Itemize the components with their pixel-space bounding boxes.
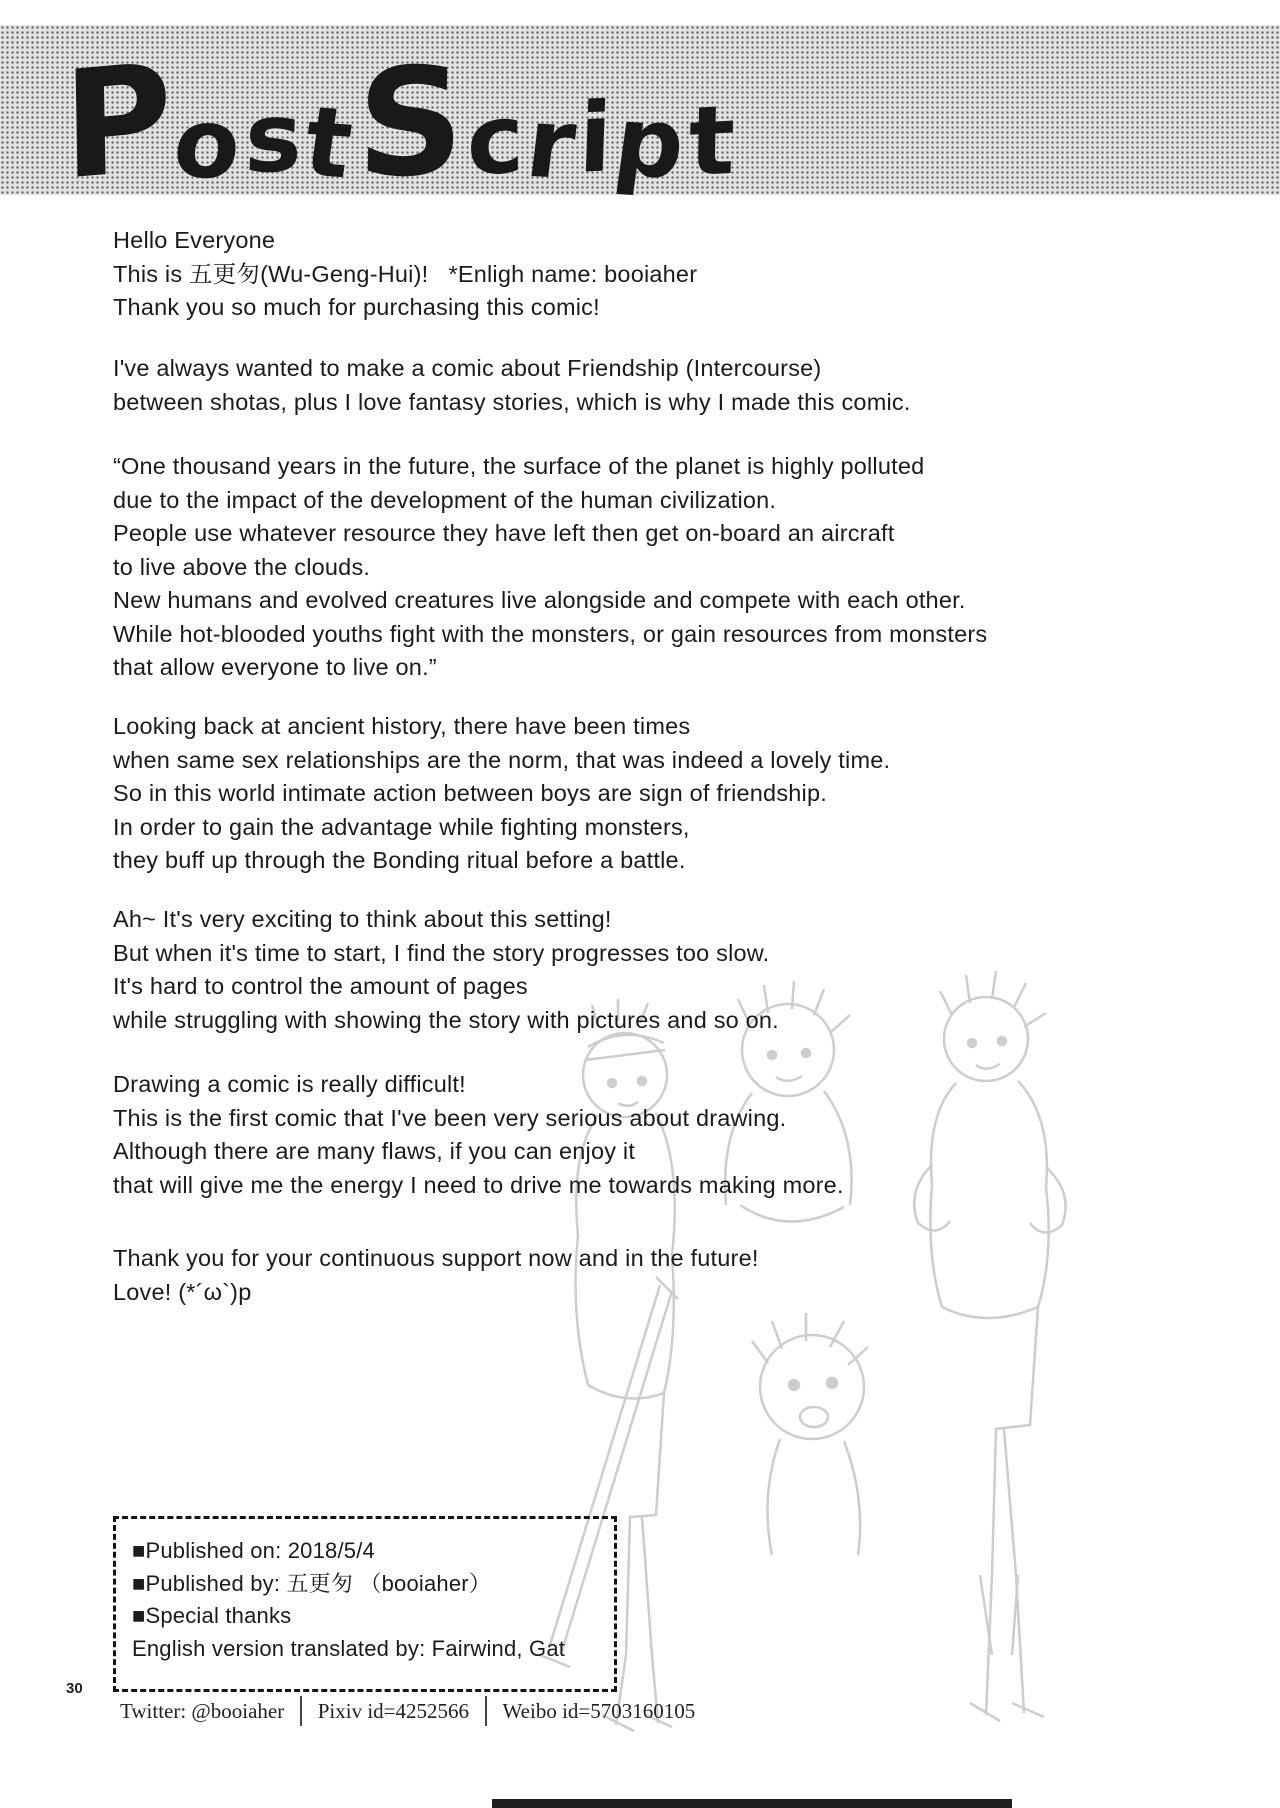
- text-line: due to the impact of the development of the human civilization.: [113, 486, 777, 513]
- text-line: “One thousand years in the future, the surface of the planet is highly polluted: [113, 453, 925, 479]
- text-line: New humans and evolved creatures live alongside and compete with each other.: [113, 587, 966, 613]
- text-line: that allow everyone to live on.”: [113, 654, 437, 680]
- translation-credit: English version translated by: Fairwind, Gat: [132, 1635, 566, 1661]
- twitter-handle: Twitter: @booiaher: [120, 1698, 285, 1723]
- page-title: PostScript: [61, 31, 740, 214]
- page-number: 30: [66, 1680, 83, 1697]
- bottom-edge-bar: [492, 1799, 1012, 1808]
- text-line: Hello Everyone: [113, 227, 276, 253]
- footer-divider: [485, 1696, 487, 1726]
- paragraph-motivation: [113, 352, 911, 419]
- text-line: Looking back at ancient history, there have been times: [113, 713, 691, 739]
- weibo-id: Weibo id=5703160105: [502, 1698, 696, 1723]
- paragraph-world-setting: [113, 450, 987, 685]
- paragraph-pacing: [113, 903, 779, 1037]
- text-line: But when it's time to start, I find the story progresses too slow.: [113, 939, 770, 966]
- footer-divider: [300, 1696, 302, 1726]
- paragraph-greeting: [113, 224, 697, 325]
- paragraph-difficulty: [113, 1068, 844, 1202]
- text-line: between shotas, plus I love fantasy stories, which is why I made this comic.: [113, 388, 911, 415]
- text-line: It's hard to control the amount of pages: [113, 973, 528, 999]
- text-line: they buff up through the Bonding ritual before a battle.: [113, 847, 686, 873]
- text-line: Thank you for your continuous support now and in the future!: [113, 1245, 759, 1271]
- social-footer: [120, 1696, 695, 1726]
- text-line: while struggling with showing the story with pictures and so on.: [113, 1006, 779, 1033]
- text-line: So in this world intimate action between boys are sign of friendship.: [113, 780, 827, 806]
- text-line: This is 五更匇(Wu-Geng-Hui)! *Enligh name: booiaher: [113, 260, 698, 287]
- paragraph-thanks: [113, 1242, 759, 1309]
- special-thanks: ■Special thanks: [132, 1603, 292, 1628]
- text-line: Love! (*´ω`)p: [113, 1278, 252, 1305]
- text-line: Although there are many flaws, if you can enjoy it: [113, 1138, 636, 1164]
- text-line: Drawing a comic is really difficult!: [113, 1071, 466, 1097]
- colophon-box: [113, 1516, 617, 1692]
- published-by: ■Published by: 五更匇 （booiaher）: [132, 1570, 492, 1596]
- text-line: when same sex relationships are the norm, that was indeed a lovely time.: [113, 746, 891, 773]
- text-line: This is the first comic that I've been very serious about drawing.: [113, 1104, 787, 1131]
- text-line: While hot-blooded youths fight with the monsters, or gain resources from monsters: [113, 620, 988, 647]
- text-line: to live above the clouds.: [113, 553, 371, 580]
- text-line: People use whatever resource they have left then get on-board an aircraft: [113, 520, 895, 546]
- text-line: Thank you so much for purchasing this comic!: [113, 294, 600, 320]
- text-line: I've always wanted to make a comic about Friendship (Intercourse): [113, 355, 822, 381]
- pixiv-id: Pixiv id=4252566: [317, 1698, 470, 1723]
- text-line: In order to gain the advantage while fighting monsters,: [113, 813, 690, 840]
- paragraph-history: [113, 710, 890, 878]
- text-line: that will give me the energy I need to drive me towards making more.: [113, 1171, 844, 1198]
- text-line: Ah~ It's very exciting to think about this setting!: [113, 906, 612, 932]
- published-on: ■Published on: 2018/5/4: [132, 1538, 375, 1563]
